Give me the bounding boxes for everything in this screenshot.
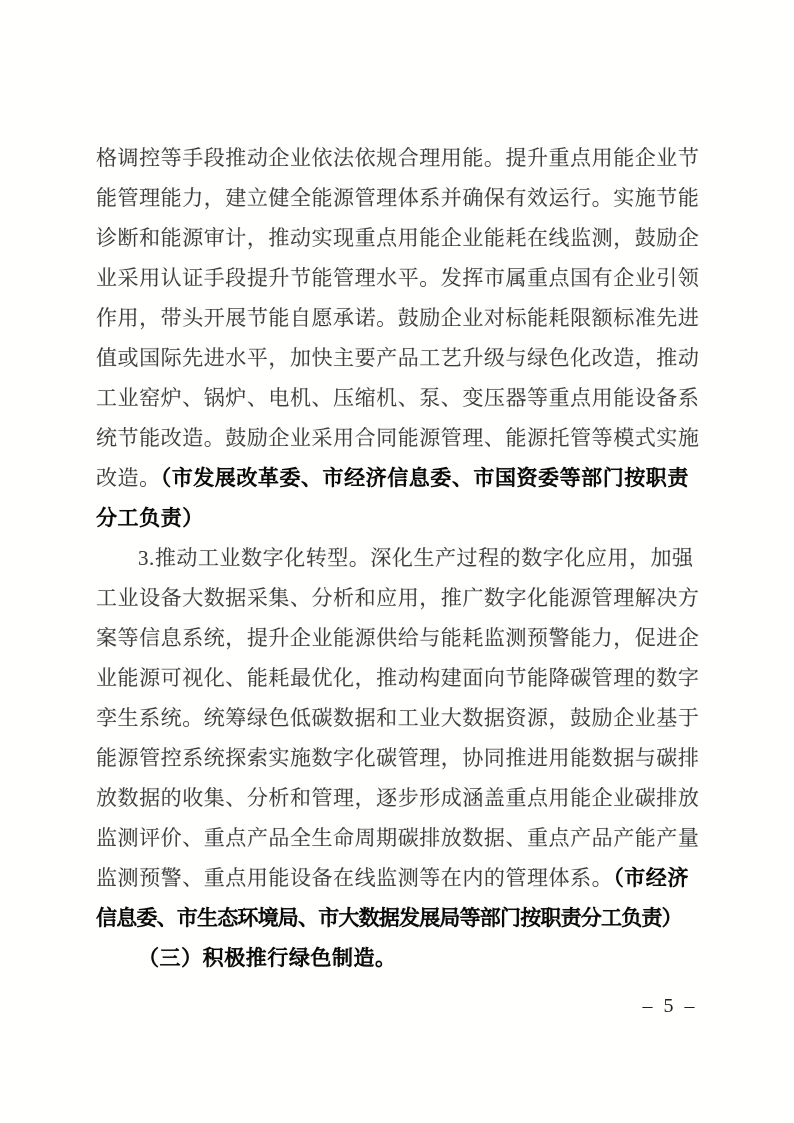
line-text: 改造。 xyxy=(96,466,161,490)
line-text-bold: （三）积极推行绿色制造。 xyxy=(138,947,397,970)
line-text: 业能源可视化、能耗最优化，推动构建面向节能降碳管理的数字 xyxy=(96,666,700,690)
line-text-bold: （市经济 xyxy=(613,867,689,890)
line-text: 工业窑炉、锅炉、电机、压缩机、泵、变压器等重点用能设备系 xyxy=(96,386,700,410)
line-text: 统节能改造。鼓励企业采用合同能源管理、能源托管等模式实施 xyxy=(96,426,700,450)
text-line xyxy=(96,898,714,938)
text-line xyxy=(96,298,714,338)
text-line xyxy=(96,218,714,258)
line-text: 能源管控系统探索实施数字化碳管理，协同推进用能数据与碳排 xyxy=(96,746,700,770)
line-text: 作用，带头开展节能自愿承诺。鼓励企业对标能耗限额标准先进 xyxy=(96,306,700,330)
line-text: 监测评价、重点产品全生命周期碳排放数据、重点产品产能产量 xyxy=(96,826,700,850)
line-text: 3.推动工业数字化转型。深化生产过程的数字化应用，加强 xyxy=(138,546,694,570)
line-text: 案等信息系统，提升企业能源供给与能耗监测预警能力，促进企 xyxy=(96,626,700,650)
line-text: 诊断和能源审计，推动实现重点用能企业能耗在线监测，鼓励企 xyxy=(96,226,700,250)
line-text-bold: （市发展改革委、市经济信息委、市国资委等部门按职责 xyxy=(160,467,689,490)
text-line xyxy=(96,738,714,778)
text-line xyxy=(96,698,714,738)
text-line xyxy=(96,418,714,458)
text-line xyxy=(96,778,714,818)
body-text xyxy=(96,138,714,978)
text-line xyxy=(96,458,714,498)
text-line xyxy=(96,618,714,658)
line-text-bold: 分工负责） xyxy=(96,507,204,530)
text-line-section-3 xyxy=(96,538,714,578)
text-line xyxy=(96,578,714,618)
text-line xyxy=(96,858,714,898)
line-text: 格调控等手段推动企业依法依规合理用能。提升重点用能企业节 xyxy=(96,146,700,170)
text-line xyxy=(96,658,714,698)
line-text: 能管理能力，建立健全能源管理体系并确保有效运行。实施节能 xyxy=(96,186,700,210)
line-text: 孪生系统。统筹绿色低碳数据和工业大数据资源，鼓励企业基于 xyxy=(96,706,700,730)
page-number: – 5 – xyxy=(642,995,698,1017)
line-text: 工业设备大数据采集、分析和应用，推广数字化能源管理解决方 xyxy=(96,586,700,610)
line-text: 业采用认证手段提升节能管理水平。发挥市属重点国有企业引领 xyxy=(96,266,700,290)
line-text: 放数据的收集、分析和管理，逐步形成涵盖重点用能企业碳排放 xyxy=(96,786,700,810)
text-line xyxy=(96,338,714,378)
text-line xyxy=(96,138,714,178)
line-text-bold: 信息委、市生态环境局、市大数据发展局等部门按职责分工负责） xyxy=(96,907,682,930)
text-line xyxy=(96,378,714,418)
text-line xyxy=(96,178,714,218)
section-heading xyxy=(96,938,714,978)
line-text: 值或国际先进水平，加快主要产品工艺升级与绿色化改造，推动 xyxy=(96,346,700,370)
line-text: 监测预警、重点用能设备在线监测等在内的管理体系。 xyxy=(96,866,614,890)
text-line xyxy=(96,258,714,298)
text-line xyxy=(96,498,714,538)
text-line xyxy=(96,818,714,858)
